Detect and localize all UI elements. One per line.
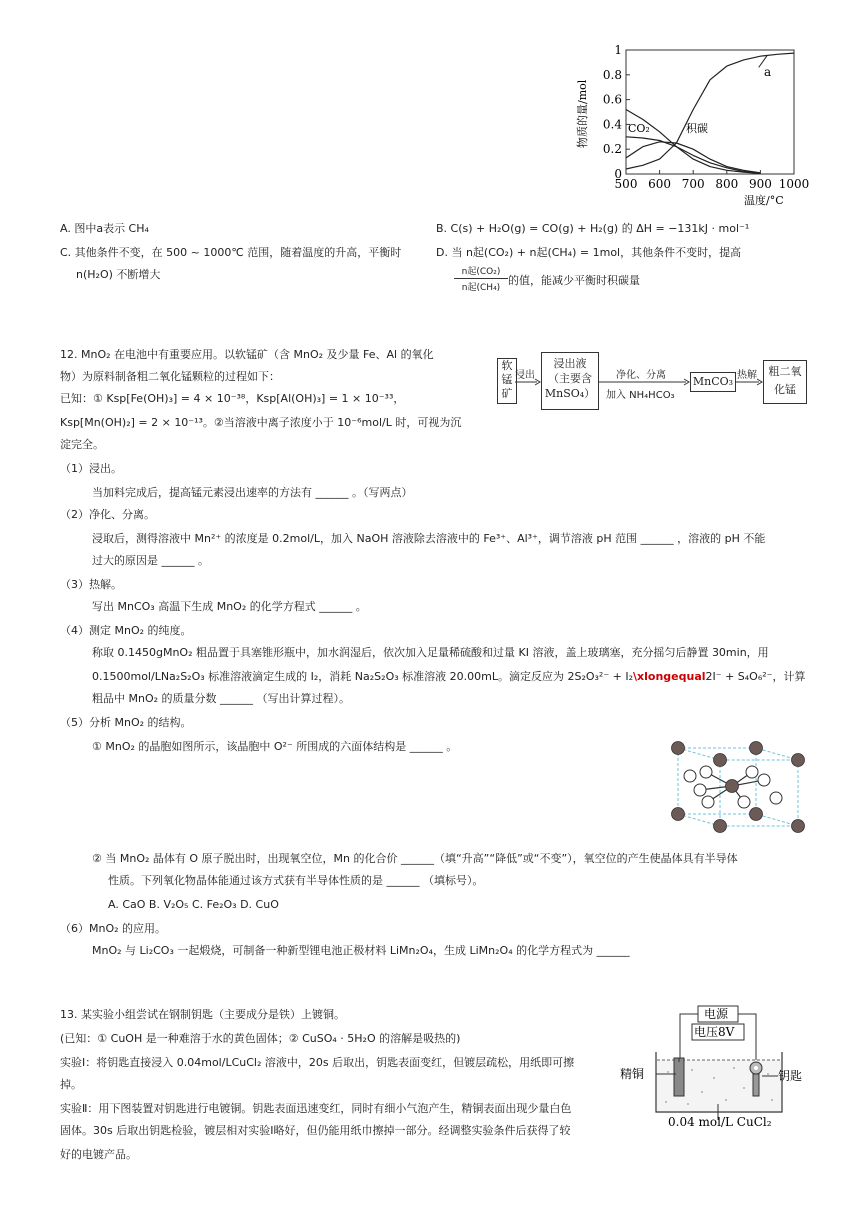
titration-red-macro: \xlongequal <box>633 670 706 683</box>
flow-box-leachate <box>541 352 599 410</box>
flow-box2-line2: （主要含 <box>548 372 592 385</box>
q12-stem-2: 物）为原料制备粗二氧化锰颗粒的过程如下： <box>60 370 280 383</box>
option-c-line1: C. 其他条件不变，在 500 ~ 1000℃ 范围，随着温度的升高，平衡时 <box>60 246 402 259</box>
q13-exp1-line1: 实验Ⅰ：将钥匙直接浸入 0.04mol/LCuCl₂ 溶液中，20s 后取出，钥匙表面变红，但镀层疏松，用纸即可擦 <box>60 1056 575 1069</box>
key-electrode-label: 钥匙 <box>778 1069 803 1083</box>
q13-stem-2: (已知：① CuOH 是一种难溶于水的黄色固体；② CuSO₄ · 5H₂O 的溶解是吸热的) <box>60 1032 461 1045</box>
q12-part5-q1: ① MnO₂ 的晶胞如图所示，该晶胞中 O²⁻ 所围成的六面体结构是 ______ 。 <box>92 740 458 753</box>
flow-box4-line1: 粗二氧 <box>768 365 802 378</box>
q12-part5-q2-line2: 性质。下列氧化物晶体能通过该方式获有半导体性质的是 ______ （填标号）。 <box>108 874 484 887</box>
option-b: B. C(s) + H₂O(g) = CO(g) + H₂(g) 的 ΔH = −131kJ · mol⁻¹ <box>436 222 750 235</box>
series-line-3 <box>626 142 760 173</box>
q12-part2: （2）净化、分离。 <box>60 508 155 521</box>
q13-exp2-line1: 实验Ⅱ：用下图装置对钥匙进行电镀铜。钥匙表面迅速变红，同时有细小气泡产生，精铜表面出现少量白色 <box>60 1102 572 1115</box>
y-tick-label: 0 <box>614 167 622 181</box>
q12-part1-question: 当加料完成后，提高锰元素浸出速率的方法有 ______ 。（写两点） <box>92 486 413 499</box>
q12-part4-line2 <box>92 668 805 686</box>
x-tick-label: 700 <box>681 177 705 191</box>
option-d-line1: D. 当 n起(CO₂) + n起(CH₄) = 1mol，其他条件不变时，提高 <box>436 246 742 259</box>
y-tick-label: 1 <box>614 43 622 57</box>
x-tick-label: 800 <box>715 177 739 191</box>
q12-part4: （4）测定 MnO₂ 的纯度。 <box>60 624 192 637</box>
q12-stem-3: 已知：① Ksp[Fe(OH)₃] = 4 × 10⁻³⁸，Ksp[Al(OH)₃] = 1 × 10⁻³³， <box>60 392 405 405</box>
solution-label: 0.04 mol/L CuCl₂ <box>668 1115 772 1129</box>
flow-box2-line3: MnSO₄） <box>544 387 596 400</box>
option-c-line2: n(H₂O) 不断增大 <box>76 268 161 281</box>
series-label-a: a <box>764 65 772 79</box>
q13-exp2-line2: 固体。30s 后取出钥匙检验，镀层相对实验Ⅰ略好，但仍能用纸巾擦掉一部分。经调整实验条件后获得了较 <box>60 1124 571 1137</box>
option-d-line2: 的值，能减少平衡时积碳量 <box>508 274 640 287</box>
q12-part2-question-2: 过大的原因是 ______ 。 <box>92 554 209 567</box>
q12-part6: （6）MnO₂ 的应用。 <box>60 922 167 935</box>
crystal-cell-diagram <box>664 736 810 836</box>
y-tick-label: 0.4 <box>602 117 622 132</box>
electroplating-apparatus <box>618 1000 808 1135</box>
x-tick-label: 1000 <box>778 177 810 191</box>
q12-part3: （3）热解。 <box>60 578 122 591</box>
series-label-carbon: 积碳 <box>686 122 708 135</box>
q12-part2-question: 浸取后，测得溶液中 Mn²⁺ 的浓度是 0.2mol/L，加入 NaOH 溶液除去溶液中的 Fe³⁺、Al³⁺，调节溶液 pH 范围 ______ ，溶液的 pH 不能 <box>92 532 766 545</box>
y-axis-label: 物质的量/mol <box>576 79 589 148</box>
x-axis-label: 温度/°C <box>744 194 784 207</box>
flow-arrow2-bottom: 加入 NH₄HCO₃ <box>606 390 675 401</box>
flow-box-product <box>763 360 807 404</box>
flow-arrow1-label: 浸出 <box>515 370 535 381</box>
y-tick-label: 0.8 <box>602 67 622 82</box>
series-label-co2: CO₂ <box>628 122 650 135</box>
fraction-numerator: n起(CO₂) <box>454 264 508 279</box>
line-chart <box>568 38 818 213</box>
x-tick-label: 600 <box>648 177 672 191</box>
q12-part5-choices: A. CaO B. V₂O₅ C. Fe₂O₃ D. CuO <box>108 898 279 911</box>
q12-part4-line1: 称取 0.1450gMnO₂ 粗品置于具塞锥形瓶中，加水润湿后，依次加入足量稀硫酸和过量 KI 溶液，盖上玻璃塞，充分摇匀后静置 30min，用 <box>92 646 769 659</box>
y-tick-label: 0.2 <box>602 142 622 157</box>
q12-part4-line3: 粗品中 MnO₂ 的质量分数 ______ （写出计算过程）。 <box>92 692 351 705</box>
flow-box2-line1: 浸出液 <box>553 357 587 370</box>
flow-arrow3 <box>735 378 763 386</box>
q12-stem-1: 12. MnO₂ 在电池中有重要应用。以软锰矿（含 MnO₂ 及少量 Fe、Al 的氧化 <box>60 348 434 361</box>
q12-stem-4: Ksp[Mn(OH)₂] = 2 × 10⁻¹³。②当溶液中离子浓度小于 10⁻⁶mol/L 时，可视为沉 <box>60 416 462 429</box>
q12-part6-question: MnO₂ 与 Li₂CO₃ 一起煅烧，可制备一种新型锂电池正极材料 LiMn₂O₄，生成 LiMn₂O₄ 的化学方程式为 ______ <box>92 944 630 957</box>
flow-box4-line2: 化锰 <box>774 383 796 396</box>
series-line-4 <box>626 137 760 173</box>
flow-box-ore: 软锰矿 <box>497 358 517 404</box>
q13-exp1-line2: 掉。 <box>60 1078 82 1091</box>
x-tick-label: 500 <box>614 177 638 191</box>
option-a: A. 图中a表示 CH₄ <box>60 222 149 235</box>
q13-stem-1: 13. 某实验小组尝试在钢制钥匙（主要成分是铁）上镀铜。 <box>60 1008 345 1021</box>
power-label: 电源 <box>704 1007 729 1021</box>
flow-box-mnco3: MnCO₃ <box>690 372 736 392</box>
q13-exp2-line3: 好的电镀产品。 <box>60 1148 137 1161</box>
copper-electrode-label: 精铜 <box>620 1067 645 1081</box>
q12-part1: （1）浸出。 <box>60 462 122 475</box>
voltage-label: 电压8V <box>694 1025 735 1039</box>
fraction-denominator: n起(CH₄) <box>461 283 501 293</box>
flow-arrow2-top: 净化、分离 <box>616 370 666 381</box>
q12-part3-question: 写出 MnCO₃ 高温下生成 MnO₂ 的化学方程式 ______ 。 <box>92 600 367 613</box>
q12-stem-5: 淀完全。 <box>60 438 104 451</box>
flow-arrow2 <box>598 378 690 386</box>
option-d-fraction <box>454 264 508 293</box>
titration-text-2: 2I⁻ + S₄O₆²⁻，计算 <box>705 670 806 683</box>
x-tick-label: 900 <box>748 177 772 191</box>
flow-arrow3-label: 热解 <box>737 370 757 381</box>
flow-arrow1 <box>515 378 541 386</box>
y-tick-label: 0.6 <box>602 92 622 107</box>
q12-part5-q2: ② 当 MnO₂ 晶体有 O 原子脱出时，出现氧空位，Mn 的化合价 ______（填“升高”“降低”或“不变”），氧空位的产生使晶体具有半导体 <box>92 852 738 865</box>
titration-text-1: 0.1500mol/LNa₂S₂O₃ 标准溶液滴定生成的 I₂，消耗 Na₂S₂O₃ 标准溶液 20.00mL。滴定反应为 2S₂O₃²⁻ + I₂ <box>92 670 634 683</box>
q12-part5: （5）分析 MnO₂ 的结构。 <box>60 716 192 729</box>
